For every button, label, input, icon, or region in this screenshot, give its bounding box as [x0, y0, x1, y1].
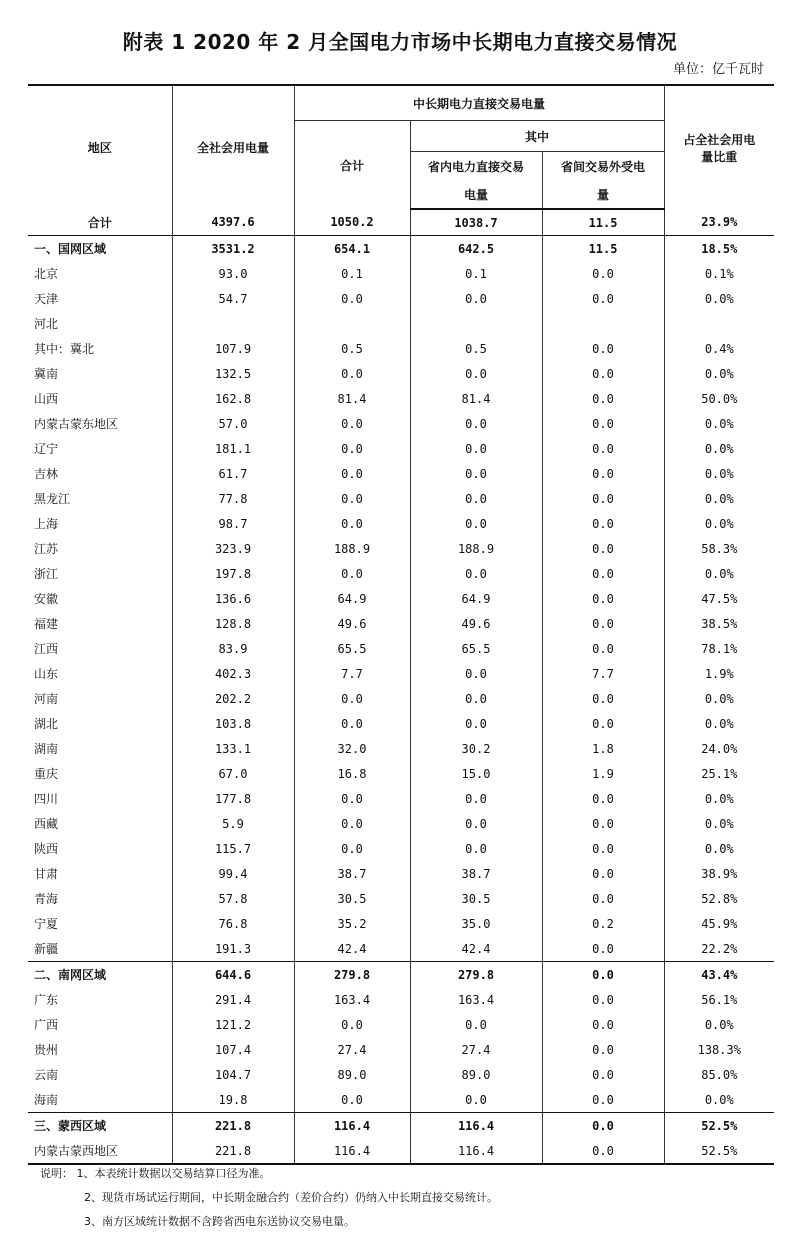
table-row: [28, 836, 774, 861]
table-row: [28, 361, 774, 386]
direct-total-cell: 0.0: [294, 836, 410, 861]
consumption-cell: 121.2: [172, 1012, 294, 1037]
region-cell: 其中：冀北: [34, 342, 95, 356]
direct-total-cell: 0.0: [294, 1087, 410, 1113]
inter-cell: 0.0: [542, 386, 664, 411]
inter-cell: 7.7: [542, 661, 664, 686]
consumption-cell: 107.4: [172, 1037, 294, 1062]
direct-total-cell: 89.0: [294, 1062, 410, 1087]
inter-cell: 11.5: [542, 236, 664, 262]
region-cell: 四川: [34, 792, 59, 806]
direct-total-cell: 7.7: [294, 661, 410, 686]
header-row: [28, 85, 774, 121]
region-cell: 湖北: [34, 717, 59, 731]
header-of-which: 其中: [410, 121, 664, 152]
table-row: [28, 411, 774, 436]
share-cell: 0.0%: [664, 561, 774, 586]
direct-total-cell: 0.0: [294, 686, 410, 711]
inter-cell: 0.0: [542, 536, 664, 561]
table-row: [28, 209, 774, 236]
share-cell: 138.3%: [664, 1037, 774, 1062]
inter-cell: 0.0: [542, 411, 664, 436]
intra-cell: 35.0: [410, 911, 542, 936]
intra-cell: 30.2: [410, 736, 542, 761]
inter-cell: 0.0: [542, 611, 664, 636]
inter-cell: 0.0: [542, 436, 664, 461]
share-cell: 0.1%: [664, 261, 774, 286]
direct-total-cell: 65.5: [294, 636, 410, 661]
table-row: [28, 811, 774, 836]
region-cell: 浙江: [34, 567, 59, 581]
intra-cell: 0.0: [410, 1087, 542, 1113]
share-cell: 0.0%: [664, 811, 774, 836]
intra-cell: 0.0: [410, 436, 542, 461]
region-cell: 广东: [34, 993, 59, 1007]
share-cell: [664, 311, 774, 336]
table-row: [28, 886, 774, 911]
intra-cell: 42.4: [410, 936, 542, 962]
direct-total-cell: 1050.2: [294, 209, 410, 236]
direct-total-cell: 116.4: [294, 1138, 410, 1164]
consumption-cell: 98.7: [172, 511, 294, 536]
consumption-cell: 402.3: [172, 661, 294, 686]
share-cell: 0.0%: [664, 436, 774, 461]
intra-cell: 188.9: [410, 536, 542, 561]
inter-cell: 0.0: [542, 811, 664, 836]
region-cell: 湖南: [34, 742, 59, 756]
inter-cell: 11.5: [542, 209, 664, 236]
table-row: [28, 1113, 774, 1139]
direct-total-cell: 279.8: [294, 962, 410, 988]
intra-cell: 1038.7: [410, 209, 542, 236]
direct-total-cell: 30.5: [294, 886, 410, 911]
inter-cell: 0.2: [542, 911, 664, 936]
region-cell: 西藏: [34, 817, 59, 831]
intra-cell: 27.4: [410, 1037, 542, 1062]
direct-total-cell: 0.0: [294, 786, 410, 811]
share-cell: 0.0%: [664, 286, 774, 311]
inter-cell: 0.0: [542, 1087, 664, 1113]
intra-cell: 0.0: [410, 661, 542, 686]
inter-cell: 0.0: [542, 636, 664, 661]
region-cell: 山西: [34, 392, 59, 406]
inter-cell: 0.0: [542, 936, 664, 962]
table-row: [28, 761, 774, 786]
consumption-cell: 181.1: [172, 436, 294, 461]
intra-cell: 0.0: [410, 511, 542, 536]
inter-cell: [542, 311, 664, 336]
intra-cell: 89.0: [410, 1062, 542, 1087]
share-cell: 50.0%: [664, 386, 774, 411]
consumption-cell: 76.8: [172, 911, 294, 936]
consumption-cell: 99.4: [172, 861, 294, 886]
region-cell: 宁夏: [34, 917, 59, 931]
intra-cell: 30.5: [410, 886, 542, 911]
consumption-cell: 57.8: [172, 886, 294, 911]
footnotes: [40, 1162, 498, 1234]
table-row: [28, 286, 774, 311]
region-cell: 吉林: [34, 467, 59, 481]
table-row: [28, 736, 774, 761]
table-row: [28, 861, 774, 886]
region-cell: 重庆: [34, 767, 59, 781]
intra-cell: 0.0: [410, 411, 542, 436]
share-cell: 0.0%: [664, 1012, 774, 1037]
direct-total-cell: 35.2: [294, 911, 410, 936]
share-cell: 0.0%: [664, 411, 774, 436]
table-title: 附表 1 2020 年 2 月全国电力市场中长期电力直接交易情况: [122, 30, 678, 54]
inter-cell: 0.0: [542, 886, 664, 911]
intra-cell: 0.0: [410, 461, 542, 486]
region-cell: 上海: [34, 517, 59, 531]
intra-cell: 0.0: [410, 486, 542, 511]
header-share-line1: 占全社会用电: [683, 132, 756, 147]
intra-cell: 81.4: [410, 386, 542, 411]
intra-cell: 0.0: [410, 836, 542, 861]
direct-total-cell: 42.4: [294, 936, 410, 962]
consumption-cell: 115.7: [172, 836, 294, 861]
region-cell: 三、蒙西区域: [28, 1113, 172, 1139]
intra-cell: 279.8: [410, 962, 542, 988]
consumption-cell: 54.7: [172, 286, 294, 311]
direct-total-cell: 16.8: [294, 761, 410, 786]
table-body: [28, 209, 774, 1164]
direct-total-cell: 38.7: [294, 861, 410, 886]
region-cell: 山东: [34, 667, 59, 681]
region-cell: 内蒙古蒙东地区: [34, 417, 119, 431]
table-row: [28, 661, 774, 686]
table-row: [28, 936, 774, 962]
inter-cell: 0.0: [542, 786, 664, 811]
inter-cell: 0.0: [542, 286, 664, 311]
share-cell: 25.1%: [664, 761, 774, 786]
inter-cell: 0.0: [542, 261, 664, 286]
table-row: [28, 336, 774, 361]
region-cell: 河南: [34, 692, 59, 706]
region-cell: 福建: [34, 617, 59, 631]
region-cell: 青海: [34, 892, 59, 906]
inter-cell: 1.9: [542, 761, 664, 786]
table-row: [28, 386, 774, 411]
inter-cell: 0.0: [542, 461, 664, 486]
direct-total-cell: 0.0: [294, 286, 410, 311]
inter-cell: 0.0: [542, 686, 664, 711]
inter-cell: 1.8: [542, 736, 664, 761]
inter-cell: 0.0: [542, 962, 664, 988]
table-row: [28, 611, 774, 636]
header-inter-line2: 量: [542, 180, 664, 209]
intra-cell: 64.9: [410, 586, 542, 611]
table-row: [28, 987, 774, 1012]
share-cell: 0.0%: [664, 836, 774, 861]
share-cell: 22.2%: [664, 936, 774, 962]
consumption-cell: 61.7: [172, 461, 294, 486]
region-cell: 合计: [87, 215, 112, 230]
direct-total-cell: 0.0: [294, 511, 410, 536]
intra-cell: 0.0: [410, 561, 542, 586]
table-row: [28, 711, 774, 736]
header-share: [664, 85, 774, 209]
share-cell: 0.4%: [664, 336, 774, 361]
consumption-cell: 83.9: [172, 636, 294, 661]
consumption-cell: 4397.6: [172, 209, 294, 236]
share-cell: 43.4%: [664, 962, 774, 988]
intra-cell: 0.0: [410, 811, 542, 836]
inter-cell: 0.0: [542, 1062, 664, 1087]
intra-cell: 0.0: [410, 1012, 542, 1037]
table-row: [28, 1062, 774, 1087]
region-cell: 云南: [34, 1068, 59, 1082]
table-row: [28, 962, 774, 988]
header-consumption: 全社会用电量: [172, 85, 294, 209]
region-cell: 新疆: [34, 942, 59, 956]
inter-cell: 0.0: [542, 711, 664, 736]
table-row: [28, 1138, 774, 1164]
consumption-cell: [172, 311, 294, 336]
intra-cell: 0.0: [410, 786, 542, 811]
consumption-cell: 128.8: [172, 611, 294, 636]
direct-total-cell: 0.0: [294, 811, 410, 836]
intra-cell: 65.5: [410, 636, 542, 661]
direct-total-cell: 32.0: [294, 736, 410, 761]
table-row: [28, 1087, 774, 1113]
header-direct-trade: 中长期电力直接交易电量: [294, 85, 664, 121]
direct-total-cell: 654.1: [294, 236, 410, 262]
region-cell: 黑龙江: [34, 492, 71, 506]
direct-total-cell: 64.9: [294, 586, 410, 611]
share-cell: 78.1%: [664, 636, 774, 661]
direct-total-cell: 188.9: [294, 536, 410, 561]
region-cell: 甘肃: [34, 867, 59, 881]
direct-total-cell: 0.0: [294, 711, 410, 736]
share-cell: 58.3%: [664, 536, 774, 561]
intra-cell: 49.6: [410, 611, 542, 636]
share-cell: 52.8%: [664, 886, 774, 911]
header-intra-line2: 电量: [410, 180, 542, 209]
consumption-cell: 221.8: [172, 1138, 294, 1164]
direct-total-cell: 0.0: [294, 1012, 410, 1037]
inter-cell: 0.0: [542, 511, 664, 536]
footnote-1: 说明： 1、本表统计数据以交易结算口径为准。: [40, 1167, 271, 1180]
intra-cell: 116.4: [410, 1113, 542, 1139]
direct-total-cell: 0.1: [294, 261, 410, 286]
consumption-cell: 136.6: [172, 586, 294, 611]
inter-cell: 0.0: [542, 486, 664, 511]
direct-total-cell: 49.6: [294, 611, 410, 636]
consumption-cell: 93.0: [172, 261, 294, 286]
consumption-cell: 132.5: [172, 361, 294, 386]
table-row: [28, 636, 774, 661]
consumption-cell: 3531.2: [172, 236, 294, 262]
share-cell: 0.0%: [664, 486, 774, 511]
share-cell: 45.9%: [664, 911, 774, 936]
header-region: 地区: [28, 85, 172, 209]
data-table: [28, 84, 774, 1165]
inter-cell: 0.0: [542, 1113, 664, 1139]
share-cell: 0.0%: [664, 461, 774, 486]
consumption-cell: 191.3: [172, 936, 294, 962]
region-cell: 江苏: [34, 542, 59, 556]
inter-cell: 0.0: [542, 561, 664, 586]
table-row: [28, 1012, 774, 1037]
consumption-cell: 5.9: [172, 811, 294, 836]
consumption-cell: 77.8: [172, 486, 294, 511]
direct-total-cell: 0.0: [294, 461, 410, 486]
consumption-cell: 67.0: [172, 761, 294, 786]
direct-total-cell: 116.4: [294, 1113, 410, 1139]
direct-total-cell: 0.5: [294, 336, 410, 361]
region-cell: 辽宁: [34, 442, 59, 456]
share-cell: 38.5%: [664, 611, 774, 636]
table-row: [28, 561, 774, 586]
share-cell: 85.0%: [664, 1062, 774, 1087]
region-cell: 江西: [34, 642, 59, 656]
consumption-cell: 177.8: [172, 786, 294, 811]
consumption-cell: 202.2: [172, 686, 294, 711]
table-row: [28, 461, 774, 486]
intra-cell: 0.5: [410, 336, 542, 361]
region-cell: 贵州: [34, 1043, 59, 1057]
intra-cell: 0.0: [410, 686, 542, 711]
share-cell: 18.5%: [664, 236, 774, 262]
consumption-cell: 291.4: [172, 987, 294, 1012]
consumption-cell: 57.0: [172, 411, 294, 436]
intra-cell: 0.0: [410, 286, 542, 311]
inter-cell: 0.0: [542, 1138, 664, 1164]
direct-total-cell: 81.4: [294, 386, 410, 411]
region-cell: 广西: [34, 1018, 59, 1032]
share-cell: 47.5%: [664, 586, 774, 611]
header-intra-line1: 省内电力直接交易: [410, 152, 542, 181]
consumption-cell: 644.6: [172, 962, 294, 988]
share-cell: 52.5%: [664, 1138, 774, 1164]
inter-cell: 0.0: [542, 586, 664, 611]
share-cell: 0.0%: [664, 686, 774, 711]
table-row: [28, 436, 774, 461]
share-cell: 56.1%: [664, 987, 774, 1012]
region-cell: 一、国网区域: [28, 236, 172, 262]
inter-cell: 0.0: [542, 861, 664, 886]
inter-cell: 0.0: [542, 336, 664, 361]
share-cell: 0.0%: [664, 1087, 774, 1113]
direct-total-cell: [294, 311, 410, 336]
consumption-cell: 162.8: [172, 386, 294, 411]
footnote-3: 3、南方区域统计数据不含跨省西电东送协议交易电量。: [84, 1215, 355, 1228]
intra-cell: 642.5: [410, 236, 542, 262]
header-inter-line1: 省间交易外受电: [542, 152, 664, 181]
consumption-cell: 107.9: [172, 336, 294, 361]
table-row: [28, 536, 774, 561]
share-cell: 0.0%: [664, 711, 774, 736]
direct-total-cell: 0.0: [294, 486, 410, 511]
share-cell: 23.9%: [664, 209, 774, 236]
region-cell: 天津: [34, 292, 59, 306]
table-row: [28, 511, 774, 536]
consumption-cell: 103.8: [172, 711, 294, 736]
unit-label: 单位：亿千瓦时: [672, 62, 764, 77]
region-cell: 内蒙古蒙西地区: [28, 1138, 172, 1164]
table-row: [28, 586, 774, 611]
intra-cell: 38.7: [410, 861, 542, 886]
share-cell: 0.0%: [664, 361, 774, 386]
table-row: [28, 311, 774, 336]
region-cell: 陕西: [34, 842, 59, 856]
table-row: [28, 686, 774, 711]
footnote-2: 2、现货市场试运行期间，中长期金融合约（差价合约）仍纳入中长期直接交易统计。: [84, 1191, 498, 1204]
consumption-cell: 19.8: [172, 1087, 294, 1113]
direct-total-cell: 0.0: [294, 436, 410, 461]
table-row: [28, 236, 774, 262]
consumption-cell: 323.9: [172, 536, 294, 561]
direct-total-cell: 0.0: [294, 411, 410, 436]
inter-cell: 0.0: [542, 361, 664, 386]
share-cell: 1.9%: [664, 661, 774, 686]
table-row: [28, 786, 774, 811]
direct-total-cell: 0.0: [294, 561, 410, 586]
share-cell: 52.5%: [664, 1113, 774, 1139]
share-cell: 24.0%: [664, 736, 774, 761]
intra-cell: 0.1: [410, 261, 542, 286]
consumption-cell: 221.8: [172, 1113, 294, 1139]
direct-total-cell: 0.0: [294, 361, 410, 386]
intra-cell: 0.0: [410, 361, 542, 386]
intra-cell: 15.0: [410, 761, 542, 786]
table-row: [28, 486, 774, 511]
table-row: [28, 261, 774, 286]
table-row: [28, 1037, 774, 1062]
intra-cell: [410, 311, 542, 336]
inter-cell: 0.0: [542, 1012, 664, 1037]
region-cell: 北京: [34, 267, 59, 281]
inter-cell: 0.0: [542, 836, 664, 861]
region-cell: 二、南网区域: [28, 962, 172, 988]
intra-cell: 0.0: [410, 711, 542, 736]
share-cell: 0.0%: [664, 511, 774, 536]
region-cell: 安徽: [34, 592, 59, 606]
share-cell: 0.0%: [664, 786, 774, 811]
region-cell: 冀南: [34, 367, 59, 381]
table-row: [28, 911, 774, 936]
inter-cell: 0.0: [542, 987, 664, 1012]
consumption-cell: 197.8: [172, 561, 294, 586]
region-cell: 海南: [34, 1093, 59, 1107]
direct-total-cell: 27.4: [294, 1037, 410, 1062]
share-cell: 38.9%: [664, 861, 774, 886]
region-cell: 河北: [34, 317, 59, 331]
inter-cell: 0.0: [542, 1037, 664, 1062]
consumption-cell: 133.1: [172, 736, 294, 761]
intra-cell: 163.4: [410, 987, 542, 1012]
header-share-line2: 量比重: [701, 149, 738, 164]
direct-total-cell: 163.4: [294, 987, 410, 1012]
header-total: 合计: [294, 121, 410, 210]
intra-cell: 116.4: [410, 1138, 542, 1164]
consumption-cell: 104.7: [172, 1062, 294, 1087]
